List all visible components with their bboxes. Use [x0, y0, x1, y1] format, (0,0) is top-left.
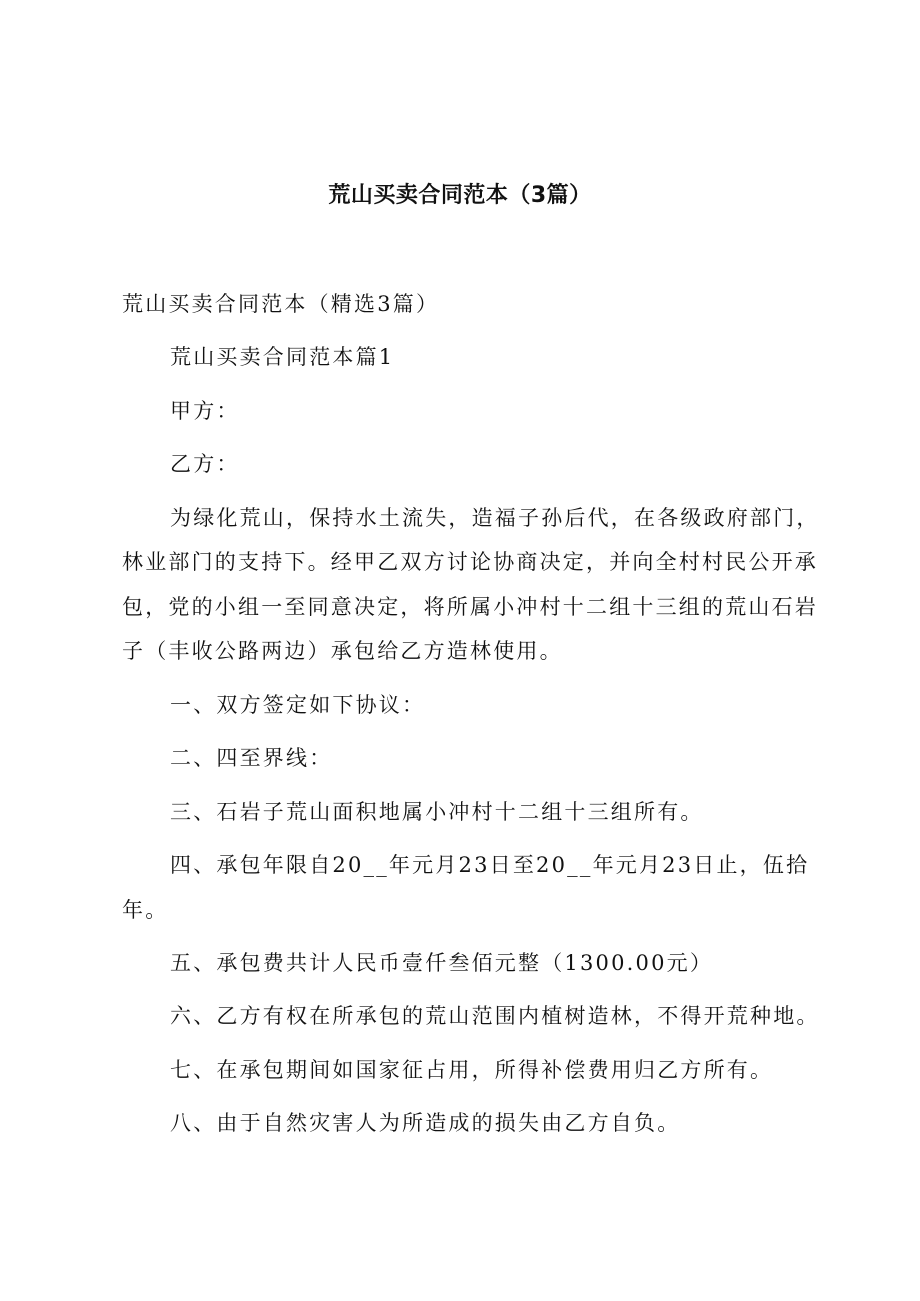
subtitle-paragraph: 荒山买卖合同范本（精选3篇） — [122, 292, 440, 316]
party-a-line: 甲方： — [170, 398, 240, 423]
preamble-paragraph: 为绿化荒山，保持水土流失，造福子孙后代，在各级政府部门，林业部门的支持下。经甲乙双方讨论协商决定，并向全村村民公开承包，党的小组一至同意决定，将所属小冲村十二组十三组的荒山石岩子（丰收公路两边）承包给乙方造林使用。 — [122, 505, 820, 664]
clause-5: 五、承包费共计人民币壹仟叁佰元整（1300.00元） — [170, 950, 714, 975]
clause-6: 六、乙方有权在所承包的荒山范围内植树造林，不得开荒种地。 — [170, 1004, 820, 1029]
section-heading: 荒山买卖合同范本篇1 — [170, 345, 395, 370]
clause-1: 一、双方签定如下协议： — [170, 692, 426, 717]
clause-7: 七、在承包期间如国家征占用，所得补偿费用归乙方所有。 — [170, 1057, 774, 1082]
clause-8: 八、由于自然灾害人为所造成的损失由乙方自负。 — [170, 1111, 681, 1136]
party-b-line: 乙方： — [170, 452, 240, 477]
document-title: 荒山买卖合同范本（3篇） — [328, 183, 592, 208]
document-body — [122, 282, 834, 1146]
clause-4: 四、承包年限自20__年元月23日至20__年元月23日止，伍拾年。 — [122, 852, 810, 922]
clause-2: 二、四至界线： — [170, 746, 333, 771]
clause-3: 三、石岩子荒山面积地属小冲村十二组十三组所有。 — [170, 799, 704, 824]
